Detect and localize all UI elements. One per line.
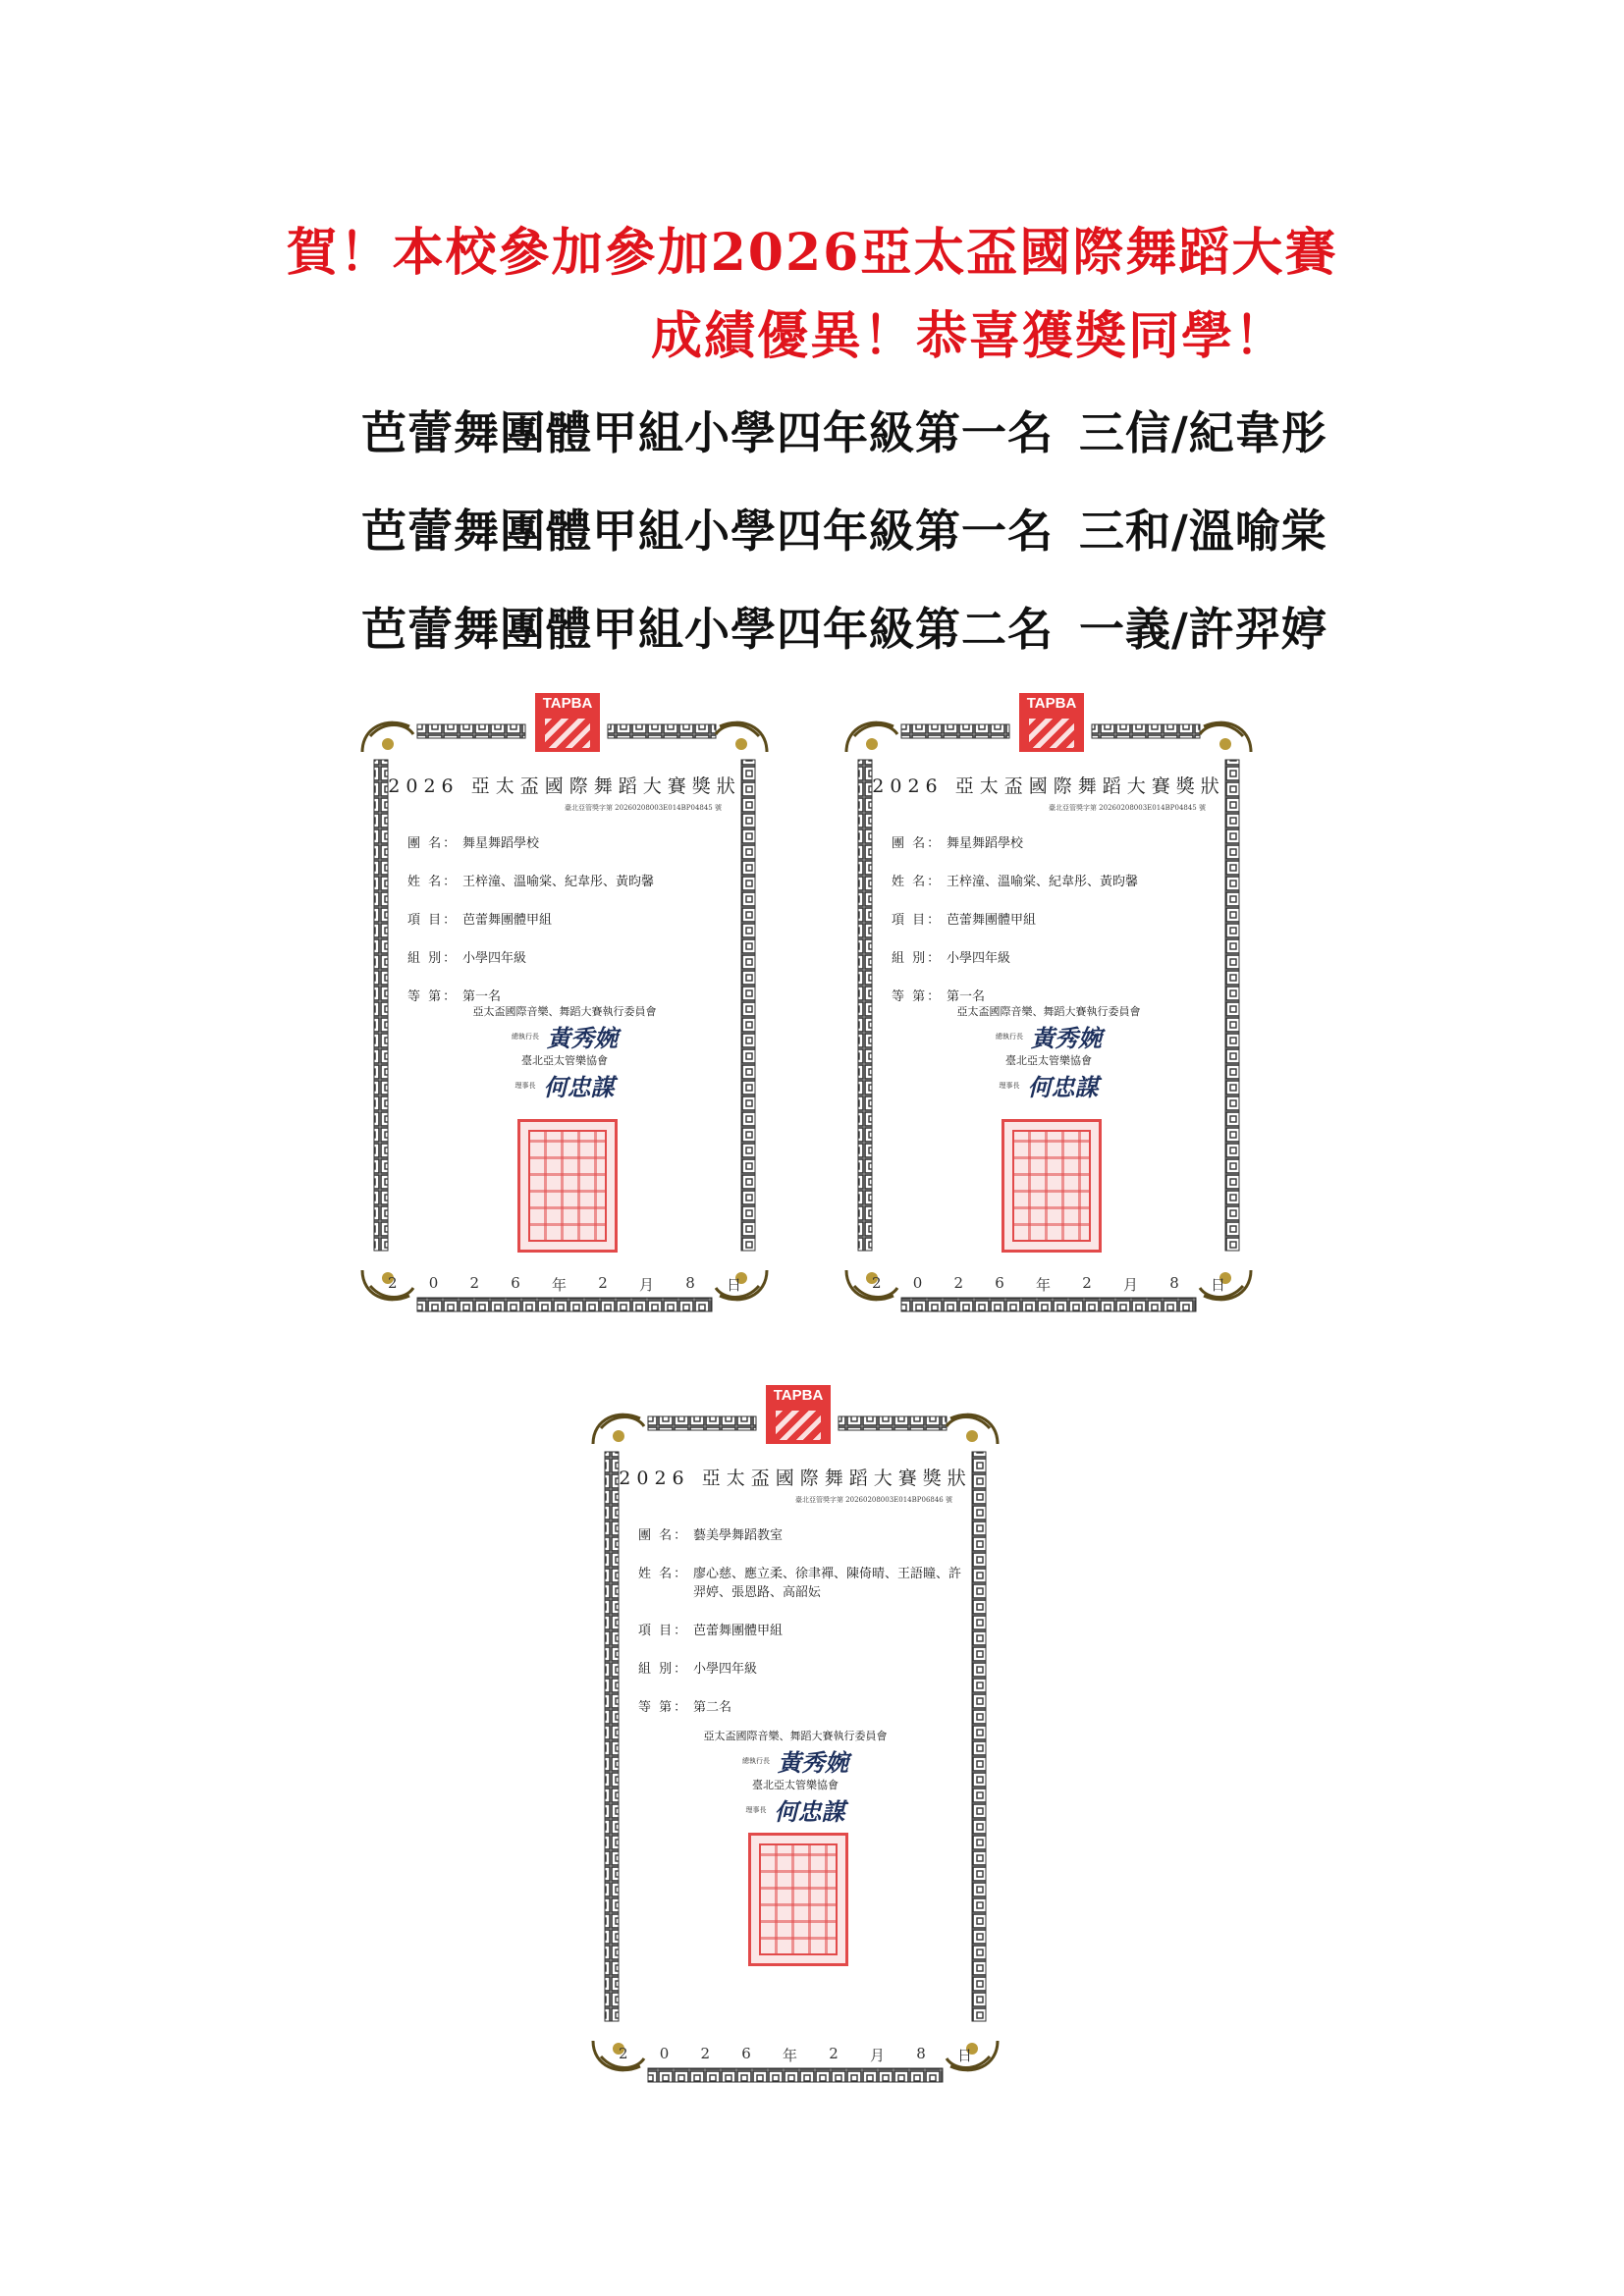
- award-student: 三信/紀韋彤: [1079, 406, 1327, 459]
- issuer-committee: 亞太盃國際音樂、舞蹈大賽執行委員會: [956, 1005, 1141, 1018]
- date-char: 年: [783, 2047, 798, 2064]
- field-names: 姓 名： 王梓潼、溫喻棠、紀韋彤、黃昀馨: [407, 875, 655, 889]
- certificate-fields: [892, 834, 1216, 1026]
- headline-line-1: 賀！本校參加參加2026亞太盃國際舞蹈大賽: [286, 223, 1338, 283]
- certificate-date: [619, 2045, 972, 2065]
- date-char: 0: [659, 2045, 670, 2062]
- headline-line-2: 成績優異！恭喜獲獎同學！: [650, 306, 1287, 366]
- certificate: [579, 1379, 1011, 2106]
- issuer-association: 臺北亞太管樂協會: [1005, 1054, 1092, 1067]
- red-seal-stamp: [517, 1119, 618, 1253]
- date-char: 年: [552, 1276, 568, 1294]
- certificate-ref-number: 臺北亞管獎字第 20260208003E014BP04845 號: [564, 804, 722, 812]
- award-line: [361, 594, 1343, 659]
- signature-line-1: 總執行長 黃秀婉: [512, 1024, 618, 1052]
- date-char: 月: [869, 2047, 885, 2064]
- field-names: 姓 名： 王梓潼、溫喻棠、紀韋彤、黃昀馨: [892, 875, 1139, 889]
- signature-2: 何忠謀: [1027, 1073, 1099, 1101]
- red-seal-stamp: [748, 1833, 848, 1966]
- date-char: 6: [741, 2045, 751, 2062]
- signature-1: 黃秀婉: [778, 1748, 848, 1777]
- award-student: 一義/許羿婷: [1079, 603, 1327, 656]
- tapba-logo: [1019, 693, 1084, 752]
- field-team: 團 名： 舞星舞蹈學校: [892, 836, 1024, 851]
- date-char: 8: [1169, 1274, 1179, 1292]
- tapba-logo-text: TAPBA: [542, 695, 593, 712]
- certificate: [833, 687, 1265, 1335]
- award-category: 芭蕾舞團體甲組小學四年級第一名: [361, 505, 1054, 558]
- certificate-title: 2026 亞太盃國際舞蹈大賽獎狀: [619, 1468, 972, 1489]
- signature-2: 何忠謀: [543, 1073, 615, 1101]
- tapba-logo-text: TAPBA: [773, 1387, 824, 1404]
- date-char: 2: [953, 1274, 964, 1292]
- signature-2: 何忠謀: [774, 1797, 845, 1826]
- issuer-committee: 亞太盃國際音樂、舞蹈大賽執行委員會: [703, 1730, 888, 1742]
- field-item: 項 目： 芭蕾舞團體甲組: [638, 1624, 784, 1638]
- tapba-logo-text: TAPBA: [1026, 695, 1077, 712]
- date-char: 日: [726, 1276, 741, 1294]
- date-char: 月: [1122, 1276, 1138, 1294]
- date-char: 月: [638, 1276, 654, 1294]
- date-char: 6: [511, 1274, 520, 1292]
- field-group: 組 別： 小學四年級: [638, 1662, 758, 1677]
- signature-line-1: 總執行長 黃秀婉: [742, 1748, 848, 1777]
- award-category: 芭蕾舞團體甲組小學四年級第二名: [361, 603, 1054, 656]
- certificate-title: 2026 亞太盃國際舞蹈大賽獎狀: [388, 775, 741, 797]
- date-char: 0: [428, 1274, 439, 1292]
- certificate-fields: [407, 834, 731, 1026]
- issuer-committee: 亞太盃國際音樂、舞蹈大賽執行委員會: [472, 1005, 657, 1018]
- date-char: 年: [1036, 1276, 1052, 1294]
- issuer-association: 臺北亞太管樂協會: [521, 1054, 608, 1067]
- date-char: 日: [1210, 1276, 1225, 1294]
- issuer-association: 臺北亞太管樂協會: [752, 1779, 839, 1791]
- signature-line-2: 理事長 何忠謀: [999, 1073, 1099, 1101]
- date-char: 2: [598, 1274, 608, 1292]
- field-team: 團 名： 舞星舞蹈學校: [407, 836, 540, 851]
- certificate-date: [388, 1274, 741, 1295]
- signature-1: 黃秀婉: [1031, 1024, 1102, 1052]
- date-char: 2: [700, 2045, 711, 2062]
- signature-1: 黃秀婉: [547, 1024, 618, 1052]
- date-char: 2: [872, 1274, 882, 1292]
- certificate: [349, 687, 781, 1335]
- tapba-logo: [766, 1385, 831, 1444]
- certificate-ref-number: 臺北亞管獎字第 20260208003E014BP04845 號: [1048, 804, 1206, 812]
- field-item: 項 目： 芭蕾舞團體甲組: [892, 913, 1037, 928]
- date-char: 2: [1082, 1274, 1092, 1292]
- date-char: 8: [685, 1274, 695, 1292]
- date-char: 6: [995, 1274, 1004, 1292]
- date-char: 2: [469, 1274, 480, 1292]
- date-char: 8: [916, 2045, 926, 2062]
- award-student: 三和/溫喻棠: [1079, 505, 1327, 558]
- field-group: 組 別： 小學四年級: [407, 951, 527, 966]
- signature-line-2: 理事長 何忠謀: [514, 1073, 615, 1101]
- date-char: 2: [829, 2045, 839, 2062]
- certificate-date: [872, 1274, 1225, 1295]
- field-rank: 等 第： 第一名: [892, 989, 986, 1004]
- award-category: 芭蕾舞團體甲組小學四年級第一名: [361, 406, 1054, 459]
- field-rank: 等 第： 第二名: [638, 1700, 732, 1715]
- award-line: [361, 496, 1343, 561]
- signature-line-1: 總執行長 黃秀婉: [996, 1024, 1102, 1052]
- certificate-fields: [638, 1526, 962, 1736]
- field-item: 項 目： 芭蕾舞團體甲組: [407, 913, 553, 928]
- date-char: 日: [956, 2047, 972, 2064]
- field-rank: 等 第： 第一名: [407, 989, 502, 1004]
- award-line: [361, 398, 1343, 462]
- field-group: 組 別： 小學四年級: [892, 951, 1011, 966]
- date-char: 2: [388, 1274, 398, 1292]
- certificate-title: 2026 亞太盃國際舞蹈大賽獎狀: [872, 775, 1225, 797]
- signature-line-2: 理事長 何忠謀: [745, 1797, 845, 1826]
- date-char: 2: [619, 2045, 628, 2062]
- certificate-ref-number: 臺北亞管獎字第 20260208003E014BP06846 號: [794, 1496, 952, 1504]
- tapba-logo: [535, 693, 600, 752]
- red-seal-stamp: [1001, 1119, 1102, 1253]
- field-names: 姓 名： 廖心慈、應立柔、徐聿禪、陳倚晴、王語瞳、許羿婷、張恩路、高韶妘: [638, 1567, 962, 1600]
- date-char: 0: [912, 1274, 923, 1292]
- field-team: 團 名： 藝美學舞蹈教室: [638, 1528, 784, 1543]
